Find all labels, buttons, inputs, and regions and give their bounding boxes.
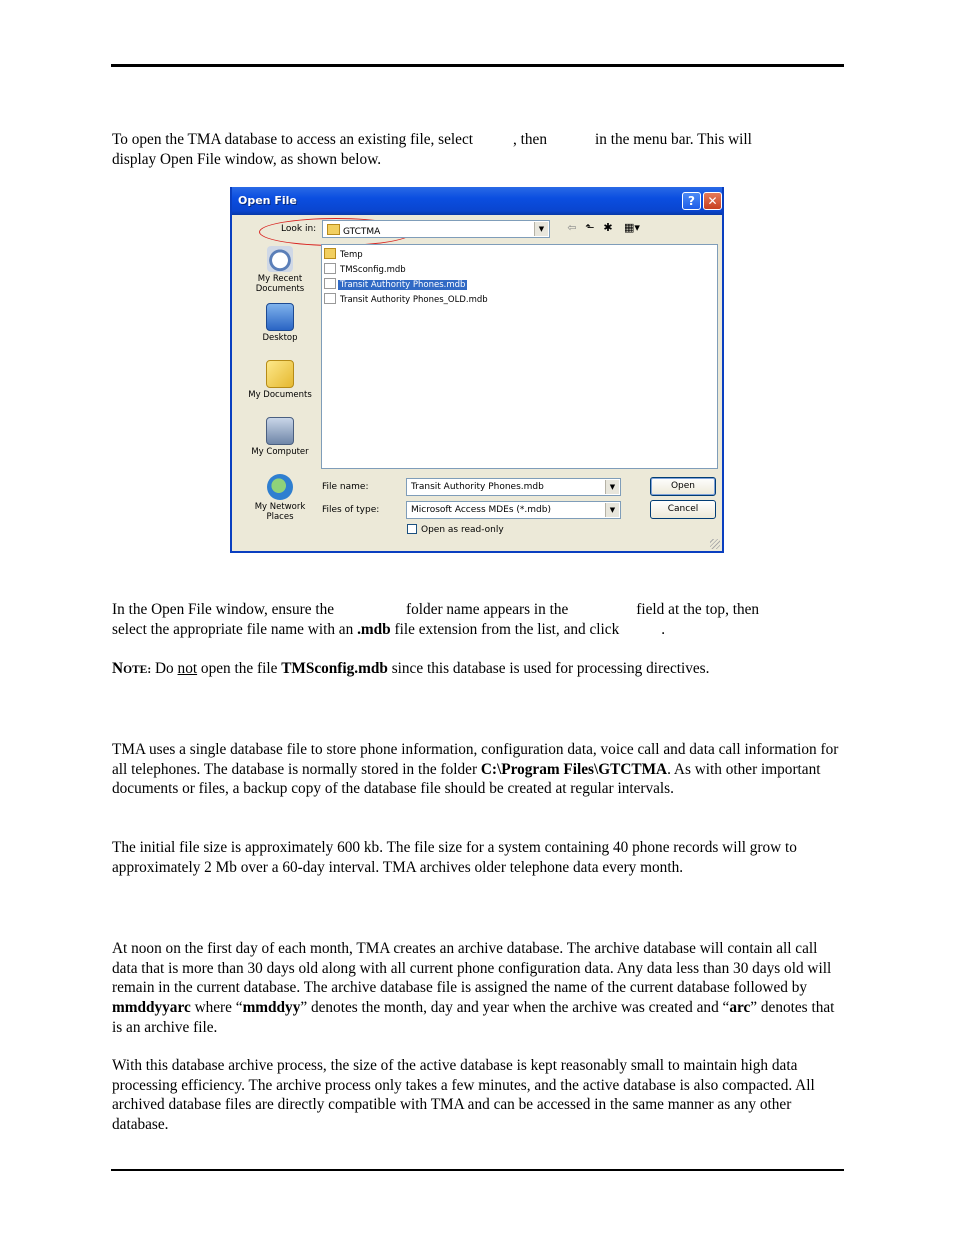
archive-text-1: At noon on the first day of each month, TMA creates an archive database. The archive database will contain all call data that is more than 30 days old along with all current phone configuration data. Any data less than 30 days old will remain in the current database. The archive database file is assigned the name of the current database followed by [112, 940, 832, 997]
archive-text-3: ” denotes the month, day and year when the archive was created and “ [300, 999, 730, 1017]
list-item[interactable] [324, 293, 490, 306]
instruction-text-1: In the Open File window, ensure the [112, 601, 335, 618]
desktop-icon [266, 303, 294, 331]
instruction-text-5: file extension from the list, and click [390, 620, 620, 638]
back-icon[interactable]: ⇦ [567, 221, 577, 234]
place-my-documents[interactable] [238, 360, 322, 400]
folder-icon [327, 224, 340, 235]
intro-text-4: display Open File window, as shown below. [112, 150, 382, 168]
intro-text-1: To open the TMA database to access an existing file, select [112, 131, 473, 148]
close-button[interactable]: ✕ [703, 192, 722, 210]
note-emphasis: not [177, 660, 198, 677]
place-desktop[interactable] [238, 303, 322, 343]
file-name: TMSconfig.mdb [340, 265, 406, 275]
database-path-1: C:\Program [480, 760, 560, 778]
places-bar [238, 243, 322, 543]
note-text-2: open the file [197, 660, 282, 677]
archive-suffix: mmddyyarc [112, 999, 191, 1017]
place-network-places[interactable] [238, 474, 322, 522]
database-path-2: Files\GTCTMA [563, 760, 668, 778]
instruction-text-3: field at the top, then [636, 601, 760, 618]
my-documents-icon [266, 360, 294, 388]
place-label: My Documents [248, 390, 312, 400]
resize-grip[interactable] [710, 539, 720, 549]
archive-text-4: ” denotes that is an archive file. [112, 999, 835, 1036]
list-item[interactable] [324, 248, 365, 261]
file-name: Transit Authority Phones_OLD.mdb [340, 295, 488, 305]
file-size-paragraph: The initial file size is approximately 600 kb. The file size for a system containing 40 phone records will grow to approximately 2 Mb over a 60-day interval. TMA archives older telephone data every month. [112, 839, 797, 876]
database-file-icon [324, 293, 336, 304]
file-name: Temp [340, 250, 363, 260]
place-my-computer[interactable] [238, 417, 322, 457]
open-file-dialog [230, 187, 724, 553]
list-item-selected[interactable] [324, 278, 467, 291]
archive-process-paragraph: With this database archive process, the size of the active database is kept reasonably small to maintain high data processing efficiency. The archive process only takes a few minutes, and the active database is also compacted. All archived database files are directly compatible with TMA and can be accessed in the same manner as any other database. [112, 1057, 815, 1134]
file-type-label: Files of type: [322, 505, 380, 515]
look-in-label: Look in: [281, 224, 317, 234]
views-menu-icon[interactable]: ▦▾ [624, 221, 640, 234]
file-name-label: File name: [322, 482, 369, 492]
read-only-checkbox[interactable] [407, 524, 417, 534]
archive-arc-token: arc [729, 999, 751, 1017]
read-only-label: Open as read-only [421, 525, 504, 535]
footer-rule [111, 1169, 844, 1171]
intro-paragraph [112, 130, 842, 169]
header-rule [111, 64, 844, 67]
instruction-text-2: folder name appears in the [406, 601, 569, 618]
help-button[interactable]: ? [682, 192, 701, 210]
database-file-icon [324, 263, 336, 274]
up-folder-icon[interactable]: ⬑ [585, 221, 595, 234]
recent-documents-icon [267, 246, 293, 272]
file-type-value: Microsoft Access MDEs (*.mdb) [411, 505, 551, 515]
intro-text-2: , then [513, 131, 547, 148]
open-button[interactable]: Open [650, 477, 716, 496]
look-in-value [327, 224, 380, 237]
archive-paragraph [112, 939, 842, 1038]
place-label: Desktop [262, 333, 298, 343]
file-list[interactable] [321, 244, 718, 469]
note-paragraph [112, 659, 842, 681]
place-label: My Computer [251, 447, 309, 457]
chevron-down-icon: ▼ [605, 480, 619, 494]
database-text-1: TMA uses a single database file to store phone information, configuration data, voice call and data call information for all telephones. The database is normally stored in the folder [112, 741, 839, 778]
note-label-rest: OTE: [123, 664, 152, 676]
instruction-extension: .mdb [357, 620, 391, 638]
folder-icon [324, 248, 336, 259]
database-description-paragraph [112, 740, 842, 799]
new-folder-icon[interactable]: ✱ [603, 221, 613, 234]
database-text-2: . As with other important documents or files, a backup copy of the database file should be created at regular intervals. [112, 760, 821, 798]
database-file-icon [324, 278, 336, 289]
instruction-text-4: select the appropriate file name with an [112, 620, 358, 638]
network-places-icon [267, 474, 293, 500]
note-filename: TMSconfig.mdb [281, 660, 388, 677]
archive-text-2: where “ [190, 999, 243, 1017]
list-item[interactable] [324, 263, 408, 276]
note-text-1: Do [151, 660, 178, 677]
archive-date-token: mmddyy [242, 999, 301, 1017]
place-recent-documents[interactable] [238, 246, 322, 294]
my-computer-icon [266, 417, 294, 445]
note-text-3: since this database is used for processing directives. [387, 660, 710, 677]
chevron-down-icon: ▼ [605, 503, 619, 517]
instruction-text-6: . [661, 620, 666, 638]
look-in-text: GTCTMA [343, 227, 381, 237]
cancel-button[interactable]: Cancel [650, 500, 716, 519]
file-name-value: Transit Authority Phones.mdb [411, 482, 544, 492]
note-label-initial: N [112, 660, 124, 677]
chevron-down-icon: ▼ [534, 222, 548, 236]
look-in-combo[interactable] [322, 220, 550, 238]
file-name: Transit Authority Phones.mdb [340, 280, 466, 290]
instruction-paragraph [112, 600, 842, 639]
intro-text-3: in the menu bar. This will [595, 131, 752, 148]
place-label: My Network Places [254, 502, 306, 522]
dialog-titlebar [232, 187, 722, 215]
file-type-select[interactable] [406, 501, 621, 519]
file-name-field[interactable] [406, 478, 621, 496]
place-label: My Recent Documents [255, 274, 305, 294]
dialog-title: Open File [238, 194, 297, 207]
